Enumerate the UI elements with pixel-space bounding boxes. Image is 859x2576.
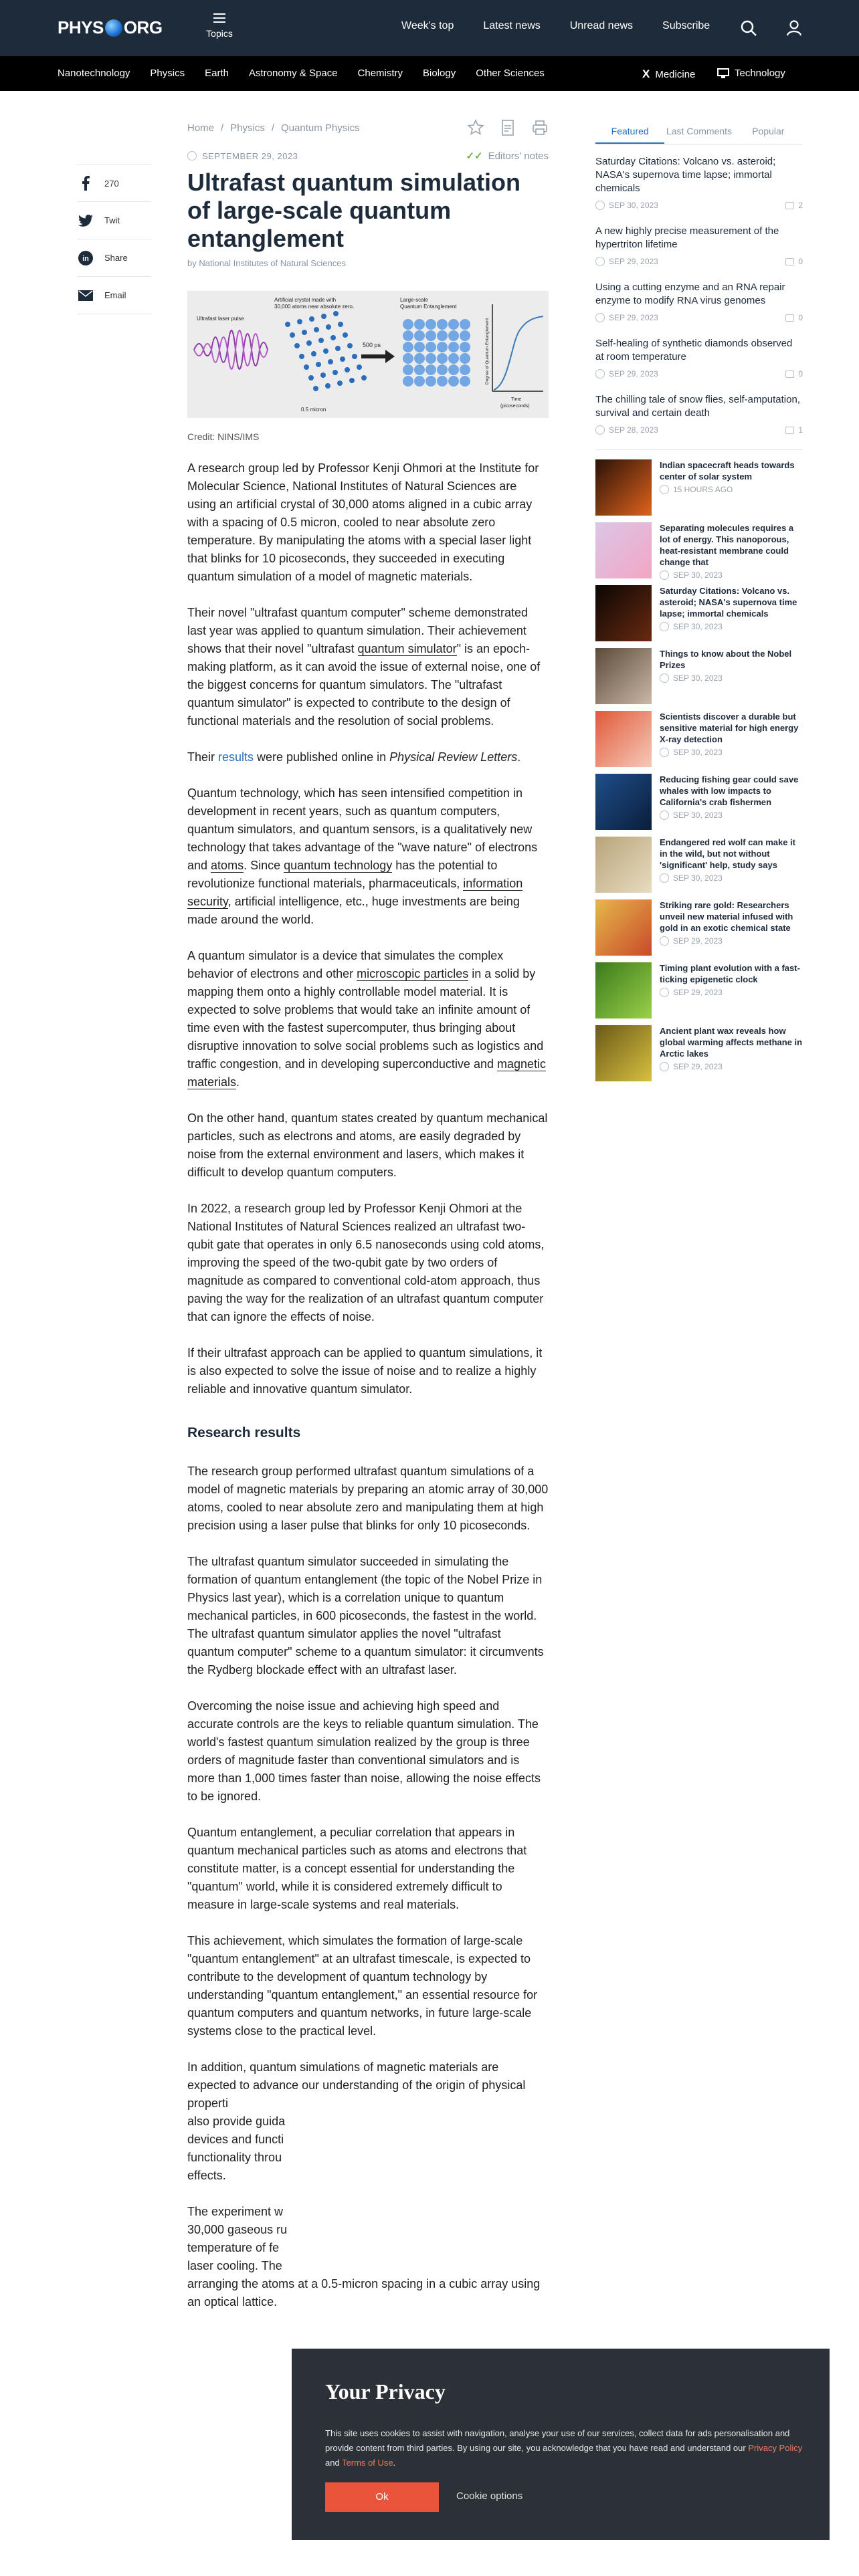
entangled-atom [437, 376, 448, 387]
share-count: 270 [104, 178, 119, 189]
svg-text:30,000 atoms near absolute zer: 30,000 atoms near absolute zero. [274, 304, 355, 310]
entangled-atom [425, 319, 436, 330]
story-title[interactable]: Endangered red wolf can make it in the wild, but not without 'significant' help, study says [660, 837, 795, 870]
paragraph: If their ultrafast approach can be applied to quantum simulations, it is also expected to solve the issue of noise and to realize a highly reliable and innovative quantum simulator. [187, 1346, 543, 1396]
story-list [595, 459, 803, 1088]
twitter-label: Twit [104, 215, 120, 225]
story-thumbnail[interactable] [595, 774, 652, 830]
svg-text:Ultrafast laser pulse: Ultrafast laser pulse [197, 316, 244, 322]
paragraph: On the other hand, quantum states created by quantum mechanical particles, such as electrons and atoms, are easily degraded by noise from the external environment and lasers, which makes it difficult to develop quantum computers. [187, 1111, 548, 1179]
save-pdf-icon[interactable] [499, 119, 516, 136]
clock-icon [660, 1062, 669, 1071]
category-nanotechnology[interactable]: Nanotechnology [58, 68, 130, 79]
tab-popular[interactable]: Popular [752, 126, 785, 136]
email-share[interactable] [78, 277, 151, 314]
story-item[interactable] [595, 585, 803, 648]
entangled-atom [448, 376, 459, 387]
paragraph: In 2022, a research group led by Professor Kenji Ohmori at the National Institutes of Natural Sciences realized an ultrafast two-qubit gate that operates in only 6.5 nanoseconds using cold atoms, improving the speed of the two-qubit gate by two orders of magnitude as compared to conventional cold-atom approach, thus paving the way for the realization of an ultrafast quantum computer that can ignore the effects of noise. [187, 1202, 545, 1323]
entangled-atom [448, 364, 459, 375]
featured-date: SEP 28, 2023 [609, 425, 658, 435]
envelope-icon [78, 288, 94, 304]
twitter-share[interactable] [78, 202, 151, 239]
article-body [187, 459, 549, 2311]
link-microscopic-particles[interactable]: microscopic particles [357, 967, 469, 980]
technology-link[interactable] [717, 68, 785, 79]
editors-notes-link[interactable] [466, 150, 549, 162]
entangled-atom [403, 353, 413, 364]
featured-title[interactable]: Using a cutting enzyme and an RNA repair enzyme to modify RNA virus genomes [595, 282, 785, 306]
entangled-atom [448, 342, 459, 352]
featured-title[interactable]: Saturday Citations: Volcano vs. asteroid; NASA's supernova time lapse; immortal chemicals [595, 156, 776, 194]
atom-dot [338, 322, 343, 327]
story-date: SEP 30, 2023 [673, 873, 723, 883]
privacy-banner [292, 2349, 830, 2540]
category-astronomy-space[interactable]: Astronomy & Space [248, 68, 338, 79]
entangled-atom [403, 364, 413, 375]
comment-icon [785, 427, 794, 434]
nav-unread-news[interactable]: Unread news [569, 20, 634, 31]
category-chemistry[interactable]: Chemistry [357, 68, 403, 79]
clock-icon [595, 201, 605, 210]
atom-dot [311, 351, 316, 356]
story-thumbnail[interactable] [595, 459, 652, 516]
entangled-atom [403, 342, 413, 352]
share-label: Share [104, 253, 128, 263]
svg-text:Quantum Entanglement: Quantum Entanglement [400, 304, 457, 310]
atom-dot [302, 330, 307, 335]
story-thumbnail[interactable] [595, 711, 652, 767]
atom-dot [304, 364, 309, 370]
atom-dot [321, 314, 326, 319]
featured-item[interactable] [595, 281, 803, 322]
entangled-atom [414, 319, 425, 330]
atom-dot [349, 378, 355, 383]
privacy-title: Your Privacy [325, 2379, 446, 2403]
atom-dot [313, 386, 318, 391]
article-title: Ultrafast quantum simulation of large-scale quantum entanglement [187, 169, 521, 252]
paragraph: The experiment w 30,000 gaseous ru temperature of fe laser cooling. The arranging the atoms at a 0.5-micron spacing in a cubic array using an optical lattice. [187, 2205, 541, 2309]
clock-icon [660, 988, 669, 997]
entangled-atom [460, 376, 470, 387]
entangled-atom [448, 319, 459, 330]
featured-meta [595, 201, 803, 210]
entangled-atom [437, 353, 448, 364]
atom-dot [294, 343, 300, 348]
paragraph: Their novel "ultrafast quantum computer" scheme demonstrated last year was applied to quantum simulation. Their achievement shows that their novel "ultrafast quantum simulator" is an epoch-making platform, as it can avoid the issue of external noise, one of the biggest concerns for quantum simulators. The "ultrafast quantum simulator" is expected to contribute to the design of functional materials and the resolution of social problems. [187, 606, 541, 728]
paragraph: In addition, quantum simulations of magnetic materials are expected to advance our understanding of the origin of physical properti also provide guida devices and functi functionality throu effects. [187, 2060, 526, 2182]
paragraph: The ultrafast quantum simulator succeeded in simulating the formation of quantum entanglement (the topic of the Nobel Prize in Physics last year), which is a correlation unique to quantum mechanical particles, in 600 picoseconds, the fastest in the world. The ultrafast quantum simulator applies the novel "ultrafast quantum computer" scheme to a quantum simulator: it circumvents the Rydberg blockade effect with an ultrafast laser. [187, 1555, 544, 1677]
featured-item[interactable] [595, 155, 803, 210]
clock-icon [595, 257, 605, 266]
paragraph: This achievement, which simulates the formation of large-scale "quantum entanglement" at an ultrafast timescale, is expected to contribute to the development of quantum technology by understanding "quantum entanglement," an essential resource for quantum computers and quantum networks, in future large-scale systems close to the practical level. [187, 1934, 538, 2038]
story-date: SEP 30, 2023 [673, 622, 723, 631]
atom-dot [337, 381, 343, 386]
star-bookmark-icon[interactable] [467, 119, 484, 136]
story-date: SEP 29, 2023 [673, 988, 723, 997]
story-item[interactable] [595, 1025, 803, 1088]
clock-icon [660, 936, 669, 946]
comment-icon [785, 202, 794, 209]
paragraph: A research group led by Professor Kenji Ohmori at the Institute for Molecular Science, National Institutes of Natural Sciences are using an artificial crystal of 30,000 atoms aligned in a cubic array with a spacing of 0.5 micron, cooled to near absolute zero temperature. By manipulating the atoms with a special laser light that blinks for 10 picoseconds, they succeeded in executing quantum simulation of a model of magnetic materials. [187, 461, 539, 583]
entangled-atom [414, 330, 425, 341]
featured-date: SEP 30, 2023 [609, 201, 658, 210]
hamburger-icon [213, 13, 225, 23]
breadcrumb-separator: / [221, 122, 224, 134]
entangled-atom [425, 330, 436, 341]
clock-icon [660, 622, 669, 631]
entangled-atom [437, 364, 448, 375]
link-quantum-technology[interactable]: quantum technology [284, 859, 393, 872]
story-thumbnail[interactable] [595, 1025, 652, 1081]
clock-icon [595, 313, 605, 322]
story-meta [660, 748, 803, 757]
article-byline[interactable]: by National Institutes of Natural Sciences [187, 258, 347, 268]
story-title[interactable]: Separating molecules requires a lot of energy. This nanoporous, heat-resistant membrane could change that [660, 523, 794, 567]
medicine-label: Medicine [655, 68, 696, 80]
story-title[interactable]: Indian spacecraft heads towards center of solar system [660, 460, 795, 481]
breadcrumb-separator: / [271, 122, 275, 134]
paragraph: Their results were published online in Physical Review Letters. [187, 750, 521, 764]
entangled-atom [414, 353, 425, 364]
linkedin-share[interactable] [78, 239, 151, 277]
site-header [0, 0, 859, 56]
entangled-atom [403, 319, 413, 330]
entangled-atom [425, 342, 436, 352]
top-nav [401, 20, 710, 32]
checkmark-icon: ✓✓ [466, 150, 483, 162]
story-item[interactable] [595, 837, 803, 899]
breadcrumb-quantum-physics[interactable]: Quantum Physics [281, 122, 360, 134]
comment-count: 0 [798, 369, 803, 379]
breadcrumb-home[interactable]: Home [187, 122, 215, 134]
story-item[interactable] [595, 962, 803, 1025]
story-title[interactable]: Reducing fishing gear could save whales with low impacts to California's crab fishermen [660, 774, 799, 807]
story-date: SEP 30, 2023 [673, 570, 723, 580]
twitter-bird-icon [78, 213, 94, 229]
featured-date: SEP 29, 2023 [609, 257, 658, 266]
entangled-atom [460, 342, 470, 352]
category-bar [0, 56, 859, 91]
breadcrumb-physics[interactable]: Physics [230, 122, 265, 134]
paragraph: Quantum entanglement, a peculiar correlation that appears in quantum mechanical particles such as atoms and electrons that constitute matter, is a concept essential for understanding the "quantum" world, while it is considered extremely difficult to measure in large-scale systems and real materials. [187, 1826, 527, 1911]
featured-date: SEP 29, 2023 [609, 313, 658, 322]
article [187, 118, 549, 2311]
featured-meta [595, 257, 803, 266]
featured-list [595, 155, 803, 435]
svg-text:Time: Time [511, 397, 522, 402]
article-dateline [187, 150, 549, 162]
article-date: SEPTEMBER 29, 2023 [202, 150, 298, 161]
category-other-sciences[interactable]: Other Sciences [476, 68, 545, 79]
story-item[interactable] [595, 774, 803, 837]
story-thumbnail[interactable] [595, 585, 652, 641]
entangled-atom [437, 319, 448, 330]
atom-dot [352, 354, 357, 359]
privacy-policy-link[interactable]: Privacy Policy [748, 2443, 803, 2453]
atom-dot [357, 364, 362, 370]
story-date: SEP 30, 2023 [673, 748, 723, 757]
story-date: SEP 29, 2023 [673, 936, 723, 946]
entangled-atom [437, 330, 448, 341]
print-icon[interactable] [531, 119, 549, 136]
clock-icon [660, 570, 669, 580]
topics-label: Topics [206, 28, 233, 39]
nav-latest-news[interactable]: Latest news [483, 20, 541, 31]
link-information-security[interactable]: information security [187, 877, 523, 908]
atom-dot [314, 327, 319, 332]
nav-weeks-top[interactable]: Week's top [401, 20, 454, 31]
category-earth[interactable]: Earth [205, 68, 229, 79]
atom-dot [318, 338, 324, 343]
story-title[interactable]: Timing plant evolution with a fast-ticking epigenetic clock [660, 963, 800, 984]
entangled-atom [414, 376, 425, 387]
story-thumbnail[interactable] [595, 899, 652, 956]
atom-dot [326, 324, 331, 330]
svg-text:0.5 micron: 0.5 micron [301, 407, 326, 413]
comment-count: 2 [798, 201, 803, 210]
atom-dot [332, 370, 338, 375]
entangled-atom [448, 330, 459, 341]
story-date: 15 HOURS AGO [673, 485, 733, 494]
story-meta [660, 873, 803, 883]
featured-title[interactable]: The chilling tale of snow flies, self-amputation, survival and certain death [595, 394, 800, 419]
clock-icon [660, 811, 669, 820]
featured-item[interactable] [595, 393, 803, 435]
clock-icon [595, 369, 605, 379]
entangled-atom [425, 376, 436, 387]
atom-dot [290, 332, 295, 338]
terms-of-use-link[interactable]: Terms of Use [342, 2458, 393, 2468]
clock-icon [660, 485, 669, 494]
story-date: SEP 30, 2023 [673, 673, 723, 683]
story-thumbnail[interactable] [595, 962, 652, 1018]
tab-last-comments[interactable]: Last Comments [666, 126, 733, 136]
svg-text:Large-scale: Large-scale [400, 297, 428, 303]
comment-count: 0 [798, 257, 803, 266]
atom-dot [340, 356, 345, 362]
clock-icon [595, 425, 605, 435]
atom-dot [361, 375, 367, 381]
entangled-atom [425, 353, 436, 364]
story-meta [660, 673, 803, 683]
article-figure[interactable] [187, 291, 549, 418]
atom-dot [333, 311, 339, 316]
comment-icon [785, 258, 794, 265]
atom-dot [297, 319, 302, 324]
svg-text:(picoseconds): (picoseconds) [500, 404, 530, 409]
story-meta [660, 936, 803, 946]
story-item[interactable] [595, 899, 803, 962]
technology-icon [717, 68, 729, 79]
story-thumbnail[interactable] [595, 522, 652, 578]
story-date: SEP 30, 2023 [673, 811, 723, 820]
editors-notes-label: Editors' notes [488, 150, 549, 162]
entangled-atom [460, 330, 470, 341]
atom-dot [285, 322, 290, 327]
featured-meta [595, 313, 803, 322]
atom-dot [309, 316, 314, 322]
entangled-atom [414, 364, 425, 375]
user-account-icon[interactable] [784, 18, 804, 38]
sidebar-tabs [595, 118, 803, 144]
paragraph: A quantum simulator is a device that simulates the complex behavior of electrons and other microscopic particles in a solid by mapping them onto a highly controllable model material. It is expected to solve problems that would take an infinite amount of time even with the fastest supercomputer, thus bringing about disruptive innovation to solve social problems such as logistics and traffic congestion, and in developing superconductive and magnetic materials. [187, 949, 547, 1089]
story-meta [660, 811, 803, 820]
story-item[interactable] [595, 648, 803, 711]
clock-icon [187, 151, 197, 160]
section-heading: Research results [187, 1425, 301, 1440]
medicine-x-icon: X [642, 68, 650, 80]
facebook-share[interactable] [78, 165, 151, 202]
entangled-atom [403, 376, 413, 387]
comment-count: 1 [798, 425, 803, 435]
story-item[interactable] [595, 522, 803, 585]
link-results[interactable]: results [218, 750, 254, 764]
social-share-bar [78, 165, 151, 314]
featured-date: SEP 29, 2023 [609, 369, 658, 379]
nav-subscribe[interactable]: Subscribe [662, 20, 710, 31]
story-thumbnail[interactable] [595, 648, 652, 704]
cookie-ok-button[interactable]: Ok [325, 2482, 439, 2512]
link-atoms[interactable]: atoms [211, 859, 244, 872]
story-meta [660, 622, 803, 631]
divider [595, 449, 803, 450]
svg-text:500 ps: 500 ps [363, 342, 381, 348]
story-title[interactable]: Ancient plant wax reveals how global warming affects methane in Arctic lakes [660, 1026, 803, 1059]
comment-icon [785, 370, 794, 378]
email-label: Email [104, 290, 126, 300]
atom-dot [323, 348, 328, 354]
atom-dot [320, 372, 326, 378]
figure-credit: Credit: NINS/IMS [187, 431, 260, 442]
featured-title[interactable]: A new highly precise measurement of the hypertriton lifetime [595, 225, 779, 250]
atom-dot [335, 346, 341, 351]
comment-icon [785, 314, 794, 322]
medicine-link[interactable] [642, 68, 695, 81]
featured-item[interactable] [595, 225, 803, 266]
clock-icon [660, 673, 669, 683]
atom-dot [345, 367, 350, 372]
svg-text:in: in [82, 254, 89, 263]
article-tools [467, 119, 549, 136]
quantum-simulation-illustration [187, 291, 549, 418]
paragraph: Overcoming the noise issue and achieving high speed and accurate controls are the keys to reliable quantum simulation. The world's fastest quantum simulation realized by the group is three orders of magnitude faster than conventional simulators and is more than 1,000 times faster than noise, allowing the noise effects to be ignored. [187, 1699, 541, 1803]
technology-label: Technology [735, 68, 785, 79]
story-title[interactable]: Striking rare gold: Researchers unveil new material infused with gold in an exotic chemical state [660, 900, 793, 933]
svg-text:Artificial crystal made with: Artificial crystal made with [274, 297, 337, 303]
atom-dot [343, 332, 348, 338]
logo-text-right: ORG [123, 17, 163, 37]
story-title[interactable]: Saturday Citations: Volcano vs. asteroid; NASA's supernova time lapse; immortal chemicals [660, 586, 797, 619]
privacy-text: This site uses cookies to assist with navigation, analyse your use of our services, collect data for ads personalisation and provide content from third parties. By using our site, you acknowledge that you have read and understand our Privacy Policy and Terms of Use. [325, 2428, 803, 2468]
story-title[interactable]: Scientists discover a durable but sensitive material for high energy X-ray detection [660, 712, 799, 744]
atom-dot [308, 375, 314, 381]
entangled-atom [437, 342, 448, 352]
atom-dot [347, 343, 353, 348]
paragraph: Quantum technology, which has seen intensified competition in development in recent years, such as quantum computers, quantum simulators, and quantum sensors, is a qualitatively new technology that takes advantage of the "wave nature" of electrons and atoms. Since quantum technology has the potential to revolutionize functional materials, pharmaceuticals, information security, artificial intelligence, etc., huge investments are being made around the world. [187, 786, 538, 926]
entangled-atom [460, 353, 470, 364]
story-meta [660, 485, 803, 494]
featured-item[interactable] [595, 337, 803, 379]
entangled-atom [460, 364, 470, 375]
journal-name: Physical Review Letters [389, 750, 518, 764]
atom-dot [328, 359, 333, 364]
entangled-atom [460, 319, 470, 330]
topics-menu-button[interactable] [201, 9, 238, 39]
site-logo[interactable] [58, 17, 163, 38]
linkedin-icon [78, 250, 94, 266]
search-icon[interactable] [739, 18, 759, 38]
atom-dot [316, 362, 321, 367]
link-magnetic-materials[interactable]: magnetic materials [187, 1057, 547, 1089]
paragraph: The research group performed ultrafast quantum simulations of a model of magnetic materials by preparing an atomic array of 30,000 atoms, cooled to near absolute zero and manipulating them at high precision using a laser pulse that blinks for only 10 picoseconds. [187, 1465, 549, 1532]
category-biology[interactable]: Biology [423, 68, 456, 79]
story-meta [660, 570, 803, 580]
story-meta [660, 1062, 803, 1071]
story-item[interactable] [595, 459, 803, 522]
tab-featured[interactable]: Featured [595, 118, 664, 144]
logo-globe-icon [105, 19, 122, 37]
facebook-icon [78, 175, 94, 191]
clock-icon [660, 748, 669, 757]
featured-title[interactable]: Self-healing of synthetic diamonds observed at room temperature [595, 338, 793, 362]
atom-dot [325, 383, 330, 389]
entangled-atom [403, 330, 413, 341]
atom-dot [306, 340, 312, 346]
featured-meta [595, 369, 803, 379]
clock-icon [660, 873, 669, 883]
entangled-atom [425, 364, 436, 375]
story-item[interactable] [595, 711, 803, 774]
right-sidebar [595, 118, 803, 1088]
entangled-atom [448, 353, 459, 364]
story-meta [660, 988, 803, 997]
category-physics[interactable]: Physics [150, 68, 185, 79]
entangled-atom [414, 342, 425, 352]
atom-dot [299, 354, 304, 359]
featured-meta [595, 425, 803, 435]
atom-dot [330, 335, 336, 340]
story-date: SEP 29, 2023 [673, 1062, 723, 1071]
logo-text-left: PHYS [58, 17, 104, 37]
link-quantum-simulator[interactable]: quantum simulator [357, 642, 457, 655]
story-thumbnail[interactable] [595, 837, 652, 893]
cookie-options-button[interactable]: Cookie options [456, 2490, 523, 2502]
story-title[interactable]: Things to know about the Nobel Prizes [660, 649, 792, 670]
comment-count: 0 [798, 313, 803, 322]
svg-text:Degree of Quantum Entanglement: Degree of Quantum Entanglement [485, 318, 490, 385]
